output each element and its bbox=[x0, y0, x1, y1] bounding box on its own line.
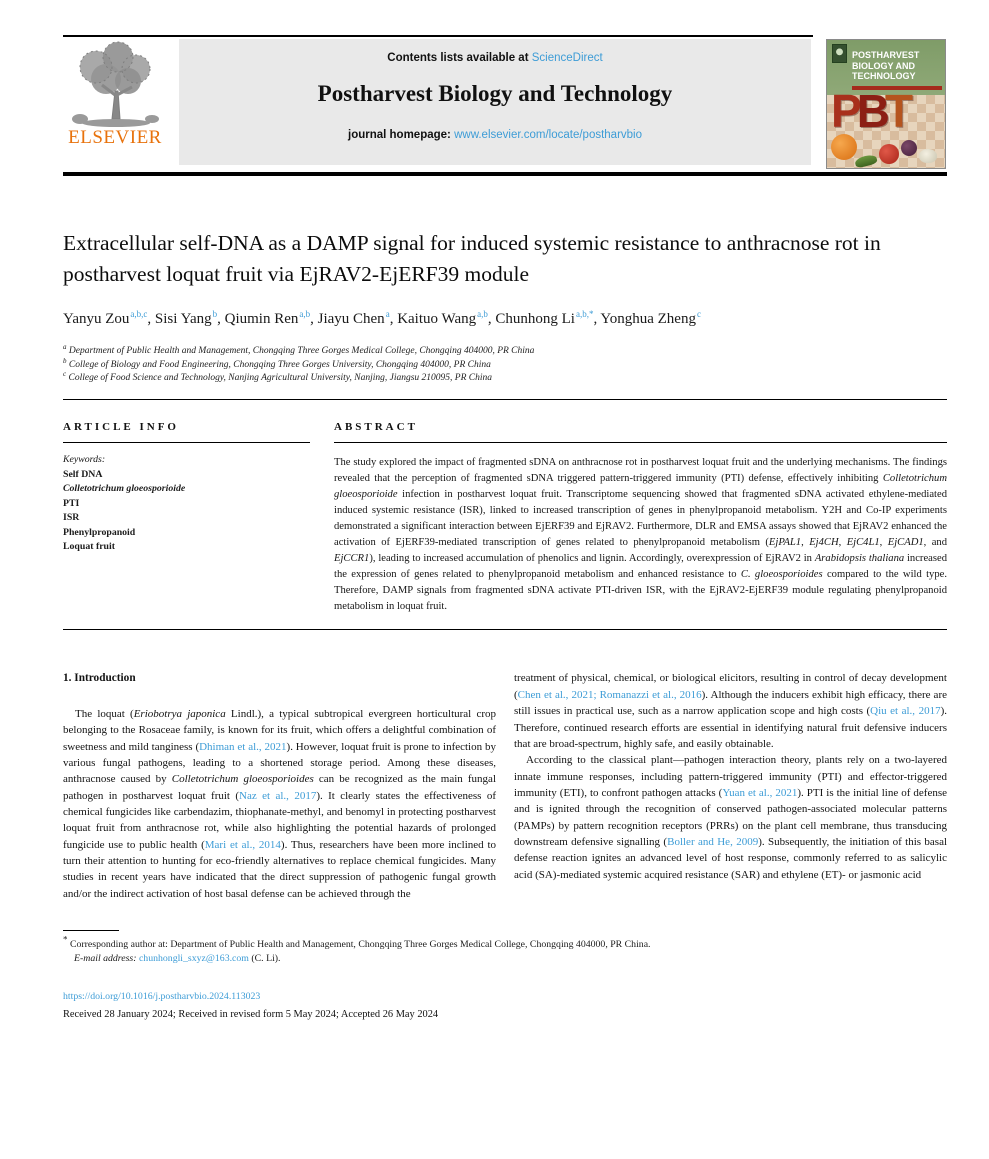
text-segment: ISR bbox=[63, 512, 80, 524]
text-segment: Lindl.), a typical subtropical evergreen horticultural crop belonging to the Rosaceae family, is known for its fruit, which offers a delightful combination of sweetness and mild tanginess ( bbox=[63, 707, 496, 753]
article-info-rule bbox=[63, 442, 310, 443]
text-segment: C. gloeosporioides bbox=[740, 569, 823, 581]
text-segment: EjCAD1 bbox=[887, 537, 924, 549]
text-segment: Ej4CH bbox=[809, 537, 839, 549]
citation-link[interactable]: Yuan et al., 2021 bbox=[722, 786, 798, 799]
text-segment: Colletotrichum gloeosporioide bbox=[63, 483, 186, 495]
received-dates: Received 28 January 2024; Received in revised form 5 May 2024; Accepted 26 May 2024 bbox=[63, 1008, 439, 1020]
cover-elsevier-mini-logo bbox=[832, 44, 847, 63]
affiliations bbox=[63, 342, 947, 386]
article-info-heading: ARTICLE INFO bbox=[63, 420, 179, 433]
text-segment: , Qiumin Ren bbox=[217, 311, 299, 327]
text-segment: increased the expression of genes related to phenylpropanoid metabolism and enhanced resistance to bbox=[334, 553, 947, 581]
text-segment: Phenylpropanoid bbox=[63, 526, 136, 538]
text-segment: ), leading to increased accumulation of phenolics and lignin. Accordingly, overexpression of EjRAV2 in bbox=[369, 553, 815, 565]
text-segment: Loquat fruit bbox=[63, 541, 115, 553]
text-segment: EjC4L1 bbox=[846, 537, 880, 549]
cover-letter-p: P bbox=[831, 85, 857, 137]
journal-cover-thumbnail[interactable] bbox=[826, 39, 946, 169]
intro-paragraph-right-2 bbox=[514, 752, 947, 883]
article-info-column bbox=[63, 421, 310, 615]
text-segment: treatment of physical, chemical, or biological elicitors, resulting in control of decay development ( bbox=[514, 672, 947, 701]
text-segment: Colletotrichum gloeosporioides bbox=[171, 773, 314, 786]
text-segment: * bbox=[63, 934, 68, 945]
citation-link[interactable]: Chen et al., 2021; Romanazzi et al., 2016 bbox=[517, 688, 702, 701]
text-segment: EjPAL1 bbox=[768, 537, 802, 549]
cover-pbt-letters bbox=[831, 85, 909, 137]
text-segment: The loquat ( bbox=[75, 707, 134, 720]
keyword-item bbox=[63, 468, 310, 483]
text-segment: , bbox=[879, 537, 888, 549]
text-segment: College of Biology and Food Engineering, Chongqing Three Gorges University, Chongqing 404000, PR China bbox=[66, 359, 491, 370]
journal-article-page bbox=[63, 0, 947, 1022]
text-segment: , Kaituo Wang bbox=[389, 311, 477, 327]
text-segment: compared to the wild type. Therefore, DAMP signals from fragmented sDNA activate PTI-driven ISR, with the EjRAV2-EjERF39 module regulating phenylpropanoid metabolism in loquat fruit. bbox=[334, 569, 947, 613]
body-left-column bbox=[63, 670, 496, 901]
journal-banner bbox=[179, 39, 811, 165]
text-segment: ). However, loquat fruit is prone to infection by various fungal pathogens, leading to a shortened storage period. Among these diseases, anthracnose caused by bbox=[63, 740, 496, 786]
citation-link[interactable]: Dhiman et al., 2021 bbox=[199, 740, 287, 753]
text-segment: ). Although the inducers exhibit high efficacy, there are still issues in practical use, such as a narrow application scope and high costs ( bbox=[514, 688, 947, 718]
corresponding-author-footnote bbox=[63, 930, 947, 967]
affiliation-a bbox=[63, 342, 947, 359]
author-superscript: c bbox=[696, 309, 701, 319]
article-body bbox=[63, 670, 947, 901]
text-segment: infection in postharvest loquat fruit. Transcriptome sequencing showed that fragmented sDNA activated ethylene-mediated induced systemic resistance (ISR), linked to increased transcription of genes in phenylpropanoid metabolism. Y2H and Co-IP experiments demonstrated a significant interaction between EjERF39 and EjRAV2. Furthermore, DLR and EMSA assays showed that EjRAV2 enhanced the activation of EjERF39-mediated transcription of genes related to phenylpropanoid metabolism ( bbox=[334, 489, 947, 549]
text-segment: ). It clearly states the effectiveness of chemical fungicides like carbendazim, thiophanate-methyl, and benomyl in protecting postharvest loquat fruit from anthracnose rot, while also highlighting the potential hazards of prolonged fungicide use to public health ( bbox=[63, 789, 496, 851]
elsevier-logo[interactable] bbox=[63, 39, 167, 149]
cover-letter-t: T bbox=[884, 85, 909, 137]
sciencedirect-link[interactable]: ScienceDirect bbox=[531, 52, 603, 64]
article-footer bbox=[63, 990, 947, 1022]
text-segment: ). Thus, researchers have been more inclined to turn their attention to hunting for eco-friendly alternatives to replace chemical fungicides. Many studies in recent years have indicated that the direct suppression of pathogenic fungal growth and/or the indirect activation of host basal defense can be achieved through the bbox=[63, 838, 497, 900]
intro-paragraph-left bbox=[63, 706, 496, 902]
author-superscript: b bbox=[212, 309, 218, 319]
text-segment: ). Therefore, continued research efforts are essential in identifying natural fruit defensive inducers that are broad-spectrum, highly safe, and easily obtainable. bbox=[514, 705, 947, 750]
intro-paragraph-right-1 bbox=[514, 670, 947, 752]
keyword-item bbox=[63, 511, 310, 526]
doi-link[interactable]: https://doi.org/10.1016/j.postharvbio.2024.113023 bbox=[63, 990, 261, 1002]
homepage-prefix: journal homepage: bbox=[348, 129, 455, 141]
body-right-column bbox=[514, 670, 947, 901]
author-superscript: a,b bbox=[299, 309, 311, 319]
keyword-item bbox=[63, 526, 310, 541]
homepage-line bbox=[179, 129, 811, 141]
text-segment: can be recognized as the main fungal pathogen in postharvest loquat fruit ( bbox=[63, 773, 496, 802]
section-divider-rule bbox=[63, 399, 947, 400]
keyword-item bbox=[63, 497, 310, 512]
footnote-rule bbox=[63, 930, 119, 931]
text-segment: c bbox=[63, 369, 67, 378]
text-segment: (C. Li). bbox=[248, 953, 281, 965]
abstract-bottom-rule bbox=[63, 629, 947, 630]
email-link[interactable]: chunhongli_sxyz@163.com bbox=[138, 953, 249, 965]
text-segment: Yanyu Zou bbox=[63, 311, 130, 327]
header-bottom-rule bbox=[63, 172, 947, 176]
text-segment: b bbox=[63, 356, 67, 365]
text-segment: , Yonghua Zheng bbox=[593, 311, 696, 327]
abstract-column bbox=[334, 421, 947, 615]
citation-link[interactable]: Mari et al., 2014 bbox=[204, 838, 281, 851]
text-segment: Eriobotrya japonica bbox=[133, 707, 226, 720]
keyword-item bbox=[63, 540, 310, 555]
text-segment: a bbox=[63, 342, 67, 351]
text-segment: Arabidopsis thaliana bbox=[814, 553, 905, 565]
journal-header bbox=[63, 39, 947, 169]
introduction-heading: 1. Introduction bbox=[63, 672, 136, 685]
text-segment: , Sisi Yang bbox=[147, 311, 212, 327]
text-segment: Colletotrichum gloeosporioide bbox=[334, 473, 947, 501]
text-segment: College of Food Science and Technology, Nanjing Agricultural University, Nanjing, Jiangsu 210095, PR China bbox=[66, 373, 492, 383]
footnote-line-1 bbox=[63, 934, 947, 953]
text-segment: , Jiayu Chen bbox=[310, 311, 385, 327]
text-segment: PTI bbox=[63, 497, 80, 509]
elsevier-tree-icon bbox=[66, 39, 164, 129]
text-segment: Department of Public Health and Management, Chongqing Three Gorges Medical College, Chongqing 404000, PR China bbox=[66, 346, 535, 356]
affiliation-c bbox=[63, 369, 947, 386]
text-segment: According to the classical plant—pathogen interaction theory, plants rely on a two-layered innate immune responses, including pattern-triggered immunity (PTI) and effector-triggered immunity (ETI), to confront pathogen attacks ( bbox=[514, 754, 947, 799]
journal-homepage-link[interactable]: www.elsevier.com/locate/postharvbio bbox=[454, 129, 642, 141]
author-superscript: a,b bbox=[477, 309, 488, 319]
elsevier-wordmark: ELSEVIER bbox=[68, 127, 162, 148]
abstract-text bbox=[334, 455, 947, 615]
cover-journal-title: POSTHARVEST BIOLOGY AND TECHNOLOGY bbox=[852, 50, 920, 81]
header-top-rule bbox=[63, 35, 813, 37]
text-segment: ). PTI is the initial line of defense and is ignited through the recognition of conserved pathogen-associated molecular patterns (PAMPs) by pattern recognition receptors (PRRs) on the plant cell membrane, thus transducing downstream defensive signalling ( bbox=[514, 786, 948, 848]
article-title: Extracellular self-DNA as a DAMP signal for induced systemic resistance to anthracnose rot in postharvest loquat fruit via EjRAV2-EjERF39 module bbox=[63, 231, 881, 286]
author-list bbox=[63, 307, 853, 332]
abstract-rule bbox=[334, 442, 947, 443]
contents-line bbox=[179, 52, 811, 64]
text-segment: Self DNA bbox=[63, 468, 103, 480]
footnote-line-2 bbox=[63, 952, 947, 967]
text-segment: The study explored the impact of fragmented sDNA on anthracnose rot in postharvest loquat fruit and the underlying mechanisms. The findings revealed that the perception of fragmented sDNA triggered pattern-triggered immunity (PTI) defense, effectively inhibiting bbox=[334, 457, 947, 485]
text-segment: E-mail address: bbox=[74, 953, 139, 965]
text-segment: , bbox=[838, 537, 847, 549]
text-segment: , and bbox=[923, 537, 948, 549]
author-superscript: a,b,c bbox=[130, 309, 148, 319]
author-superscript: a,b,* bbox=[575, 309, 594, 319]
info-abstract-section bbox=[63, 421, 947, 615]
text-segment: , bbox=[801, 537, 810, 549]
keyword-item bbox=[63, 482, 310, 497]
contents-prefix: Contents lists available at bbox=[387, 52, 532, 64]
citation-link[interactable]: Boller and He, 2009 bbox=[667, 835, 759, 848]
citation-link[interactable]: Qiu et al., 2017 bbox=[870, 705, 941, 718]
text-segment: EjCCR1 bbox=[334, 553, 370, 565]
abstract-heading: ABSTRACT bbox=[334, 420, 418, 433]
journal-title: Postharvest Biology and Technology bbox=[317, 81, 673, 106]
cover-letter-b: B bbox=[856, 85, 885, 137]
text-segment: Corresponding author at: Department of Public Health and Management, Chongqing Three Gorges Medical College, Chongqing 404000, PR China. bbox=[67, 938, 651, 950]
text-segment: , Chunhong Li bbox=[487, 311, 575, 327]
affiliation-b bbox=[63, 356, 947, 373]
text-segment: ). Subsequently, the initiation of this basal defense reaction ignites an advanced level of host response, commonly referred to as salicylic acid (SA)-mediated systemic acquired resistance (SAR) and ethylene (ET)- or jasmonic acid bbox=[514, 835, 948, 881]
citation-link[interactable]: Naz et al., 2017 bbox=[239, 789, 317, 802]
keywords-label: Keywords: bbox=[63, 454, 106, 466]
author-superscript: a bbox=[385, 309, 390, 319]
